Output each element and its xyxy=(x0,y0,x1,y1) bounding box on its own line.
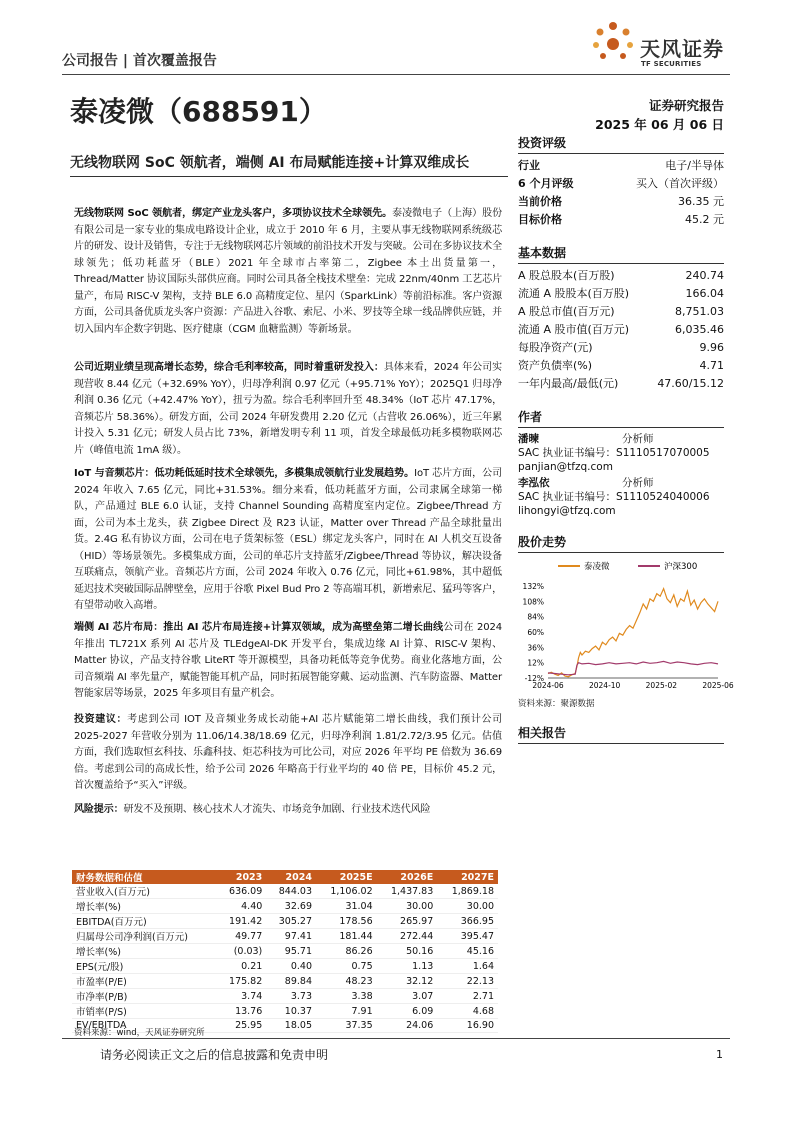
paragraph-text: 考虑到公司 IOT 及音频业务成长动能+AI 芯片赋能第二增长曲线，我们预计公司 2025-2027 年营收分别为 11.06/14.38/18.69 亿元，归母净利润 1.81/2.72/3.95 亿元。估值方面，我们选取恒玄科技、乐鑫科技、炬芯科技为可比公司，对应 2026 年平均 PE 倍数为 36.69 倍。考虑到公司的高成长性，给予公司 2026 年略高于行业平均的 40 倍 PE，目标价 45.2 元，首次覆盖给予“买入”评级。 xyxy=(74,714,502,791)
paragraph-iot-audio xyxy=(74,466,502,615)
table-row-label: 增长率(%) xyxy=(72,899,217,914)
table-cell: 30.00 xyxy=(377,899,438,914)
basic-data-row xyxy=(518,357,724,375)
table-cell: 178.56 xyxy=(316,914,377,929)
author-email[interactable]: panjian@tfzq.com xyxy=(518,461,613,473)
table-cell: 366.95 xyxy=(437,914,498,929)
table-cell: 95.71 xyxy=(266,944,316,959)
basic-data-label: 每股净资产(元) xyxy=(518,341,593,354)
table-cell: 49.77 xyxy=(217,929,267,944)
table-row-label: EPS(元/股) xyxy=(72,959,217,974)
table-cell: 31.04 xyxy=(316,899,377,914)
table-cell: (0.03) xyxy=(217,944,267,959)
basic-data-value: 240.74 xyxy=(685,269,724,282)
table-cell: 18.05 xyxy=(266,1019,316,1033)
table-cell: 13.76 xyxy=(217,1004,267,1019)
author-block xyxy=(518,432,724,474)
table-cell: 3.73 xyxy=(266,989,316,1004)
author-name-row xyxy=(518,432,724,446)
basic-data-value: 8,751.03 xyxy=(675,305,724,318)
report-headline: 无线物联网 SoC 领航者，端侧 AI 布局赋能连接+计算双维成长 xyxy=(70,155,470,171)
basic-data-row xyxy=(518,303,724,321)
author-role: 分析师 xyxy=(622,477,654,489)
basic-data-label: 一年内最高/最低(元) xyxy=(518,377,619,390)
basic-data-row xyxy=(518,267,724,285)
y-tick-label: 12% xyxy=(527,658,544,668)
logo-petal xyxy=(600,53,606,59)
related-title: 相关报告 xyxy=(518,724,724,744)
table-row-label: 市盈率(P/E) xyxy=(72,974,217,989)
report-date: 2025 年 06 月 06 日 xyxy=(595,117,724,132)
table-cell: 32.69 xyxy=(266,899,316,914)
table-cell: 181.44 xyxy=(316,929,377,944)
paragraph-company-intro xyxy=(74,206,502,338)
paragraph-lead: 投资建议： xyxy=(74,714,128,725)
table-row xyxy=(72,974,498,989)
table-cell: 3.07 xyxy=(377,989,438,1004)
table-cell: 265.97 xyxy=(377,914,438,929)
logo-petal xyxy=(609,22,617,30)
table-cell: 22.13 xyxy=(437,974,498,989)
trend-source: 资料来源：聚源数据 xyxy=(518,699,595,709)
table-cell: 395.47 xyxy=(437,929,498,944)
header-rule xyxy=(62,74,730,75)
authors-title: 作者 xyxy=(518,408,724,428)
table-header: 2025E xyxy=(316,870,377,884)
author-cert: SAC 执业证书编号：S1110524040006 xyxy=(518,491,710,503)
brand-logo-icon xyxy=(590,20,636,66)
basic-data-label: A 股总股本(百万股) xyxy=(518,269,615,282)
y-tick-label: 84% xyxy=(527,612,544,622)
basic-data-label: A 股总市值(百万元) xyxy=(518,305,615,318)
table-cell: 0.75 xyxy=(316,959,377,974)
table-cell: 844.03 xyxy=(266,884,316,899)
table-cell: 32.12 xyxy=(377,974,438,989)
table-cell: 97.41 xyxy=(266,929,316,944)
paragraph-text: 研发不及预期、核心技术人才流失、市场竞争加剧、行业技术迭代风险 xyxy=(123,804,431,815)
basic-data-title: 基本数据 xyxy=(518,244,724,264)
table-row xyxy=(72,959,498,974)
table-cell: 0.40 xyxy=(266,959,316,974)
table-cell: 24.06 xyxy=(377,1019,438,1033)
basic-data-value: 6,035.46 xyxy=(675,323,724,336)
paragraph-text: 泰凌微电子（上海）股份有限公司是一家专业的集成电路设计企业，成立于 2010 年 6 月，主要从事无线物联网系统级芯片的研发、设计及销售，专注于无线物联网芯片领域的前沿技术开发与突破。公司在多协议技术全球领先；低功耗蓝牙（BLE）2021 年全球市占率第二，Zigbee 本土出货量第一，Thread/Matter 协议国际头部供应商。同时公司具备全栈技术壁垒：完成 22nm/40nm 工艺芯片量产，布局 RISC-V 架构，支持 BLE 6.0 高精度定位、星闪（SparkLink）等前沿标准。客户资源方面，公司具备优质龙头客户资源：产品进入谷歌、索尼、小米、罗技等全球一线品牌供应链，并切入国内车企数字钥匙、医疗健康（CGM 血糖监测）等新场景。 xyxy=(74,208,502,335)
table-cell: 25.95 xyxy=(217,1019,267,1033)
y-tick-label: 108% xyxy=(522,597,544,607)
page-number: 1 xyxy=(716,1048,723,1061)
rating-row xyxy=(518,211,724,229)
rating-label: 当前价格 xyxy=(518,195,562,208)
basic-data-label: 流通 A 股股本(百万股) xyxy=(518,287,630,300)
brand-name: 天风证券 xyxy=(640,37,724,61)
legend-label: 泰凌微 xyxy=(584,562,610,572)
table-cell: 1,437.83 xyxy=(377,884,438,899)
basic-data-value: 4.71 xyxy=(699,359,724,372)
table-cell: 45.16 xyxy=(437,944,498,959)
legend-label: 沪深300 xyxy=(664,562,698,572)
rating-value: 45.2 元 xyxy=(685,213,724,226)
author-name: 潘暕 xyxy=(518,433,539,445)
table-cell: 3.38 xyxy=(316,989,377,1004)
table-row xyxy=(72,1004,498,1019)
basic-data-row xyxy=(518,375,724,393)
table-header: 财务数据和估值 xyxy=(72,870,217,884)
rating-value: 36.35 元 xyxy=(678,195,724,208)
paragraph-edge-ai xyxy=(74,620,502,703)
table-source: 资料来源：wind，天风证券研究所 xyxy=(74,1028,205,1038)
paragraph-performance xyxy=(74,360,502,459)
table-cell: 16.90 xyxy=(437,1019,498,1033)
table-cell: 30.00 xyxy=(437,899,498,914)
author-name-row xyxy=(518,476,724,490)
author-role: 分析师 xyxy=(622,433,654,445)
y-tick-label: 132% xyxy=(522,582,544,591)
y-tick-label: 36% xyxy=(527,643,544,653)
brand-name-en: TF SECURITIES xyxy=(641,60,702,68)
basic-data-label: 资产负债率(%) xyxy=(518,359,593,372)
rating-section xyxy=(518,134,724,229)
table-row-label: 市销率(P/S) xyxy=(72,1004,217,1019)
basic-data-value: 166.04 xyxy=(685,287,724,300)
paragraph-lead: IoT 与音频芯片：低功耗低延时技术全球领先，多模集成领航行业发展趋势。 xyxy=(74,468,415,479)
table-cell: 191.42 xyxy=(217,914,267,929)
table-row xyxy=(72,914,498,929)
paragraph-text: 具体来看，2024 年公司实现营收 8.44 亿元（+32.69% YoY），归母净利润 0.97 亿元（+95.71% YoY）；2025Q1 归母净利润 0.36 亿元（+42.47% YoY），扭亏为盈。综合毛利率回升至 48.34%（IoT 芯片 47.17%，音频芯片 58.36%）。研发方面，公司 2024 年研发费用 2.20 亿元（占营收 26.06%），近三年累计投入 5.31 亿元；研发人员占比 73%，新增发明专利 11 项，首发全球最低功耗多模物联网芯片（峰值电流 1mA 级）。 xyxy=(74,362,503,456)
paragraph-risk xyxy=(74,802,502,819)
rating-row xyxy=(518,193,724,211)
table-cell: 7.91 xyxy=(316,1004,377,1019)
x-tick-label: 2024-10 xyxy=(588,681,621,690)
price-trend-chart xyxy=(518,556,734,692)
paragraph-text: 公司在 2024 年推出 TL721X 系列 AI 芯片及 TLEdgeAI-DK 开发平台，集成边缘 AI 计算、RISC-V 架构、Matter 协议，产品支持谷歌 LiteRT 等开源模型，具备功耗低等竞争优势。商业化落地方面，公司音频端 AI 率先量产，赋能智能耳机产品，同时拓展智能穿戴、运动监测、汽车防盗器、Matter 智能家居等场景，2025 年多项目有量产机会。 xyxy=(74,622,503,699)
logo-core xyxy=(607,38,619,50)
author-name: 李泓依 xyxy=(518,477,550,489)
financial-table xyxy=(72,870,498,1033)
table-cell: 4.68 xyxy=(437,1004,498,1019)
table-cell: 175.82 xyxy=(217,974,267,989)
table-row-label: 归属母公司净利润(百万元) xyxy=(72,929,217,944)
rating-row xyxy=(518,157,724,175)
rating-label: 行业 xyxy=(518,159,540,172)
table-cell: 37.35 xyxy=(316,1019,377,1033)
author-cert: SAC 执业证书编号：S1110517070005 xyxy=(518,447,710,459)
paragraph-lead: 无线物联网 SoC 领航者，绑定产业龙头客户，多项协议技术全球领先。 xyxy=(74,208,393,219)
basic-data-value: 47.60/15.12 xyxy=(657,377,724,390)
paragraph-text: IoT 芯片方面，公司 2024 年收入 7.65 亿元，同比+31.53%。细分来看，低功耗蓝牙方面，公司隶属全球第一梯队，产品通过 BLE 6.0 认证，支持 Channel Sounding 高精度室内定位。Zigbee/Thread 方面，公司为本土龙头，获 Zigbee Direct 及 R23 认证，Matter over Thread 产品全球批量出货。2.4G 私有协议方面，公司在电子货架标签（ESL）绑定龙头客户，同时在 AI 人机交互设备（HID）等场景领先。多模集成方面，公司的单芯片支持蓝牙/Zigbee/Thread 等协议，解决设备互联痛点，领航产业。音频芯片方面，公司 2024 年收入 0.76 亿元，同比+61.98%，其中超低延迟技术突破国际品牌壁垒，应用于谷歌 Pixel Bud Pro 2 等高端耳机，新增索尼、猛玛等客户，有望带动收入高增。 xyxy=(74,468,502,611)
company-title: 泰凌微（688591） xyxy=(70,95,327,128)
rating-label: 目标价格 xyxy=(518,213,562,226)
table-cell: 1.64 xyxy=(437,959,498,974)
trend-title: 股价走势 xyxy=(518,533,724,553)
paragraph-investment-advice xyxy=(74,712,502,795)
report-kind: 证券研究报告 xyxy=(648,98,724,113)
table-cell: 3.74 xyxy=(217,989,267,1004)
table-cell: 1,106.02 xyxy=(316,884,377,899)
table-cell: 2.71 xyxy=(437,989,498,1004)
table-row-label: 营业收入(百万元) xyxy=(72,884,217,899)
basic-data-row xyxy=(518,285,724,303)
authors-section xyxy=(518,408,724,518)
paragraph-lead: 公司近期业绩呈现高增长态势，综合毛利率较高，同时着重研发投入： xyxy=(74,362,384,373)
table-cell: 305.27 xyxy=(266,914,316,929)
table-cell: 4.40 xyxy=(217,899,267,914)
table-row xyxy=(72,944,498,959)
basic-data-row xyxy=(518,321,724,339)
table-row xyxy=(72,884,498,899)
table-header: 2024 xyxy=(266,870,316,884)
footer-rule xyxy=(62,1038,730,1039)
y-tick-label: 60% xyxy=(527,628,544,637)
table-cell: 272.44 xyxy=(377,929,438,944)
table-row xyxy=(72,899,498,914)
rating-label: 6 个月评级 xyxy=(518,177,574,190)
series-line xyxy=(548,661,718,674)
related-section xyxy=(518,724,724,744)
logo-petal xyxy=(623,29,630,36)
headline-rule xyxy=(70,176,508,177)
table-row-label: EBITDA(百万元) xyxy=(72,914,217,929)
table-row-label: 增长率(%) xyxy=(72,944,217,959)
table-header: 2027E xyxy=(437,870,498,884)
report-type-label: 公司报告 | 首次覆盖报告 xyxy=(62,53,217,69)
table-cell: 48.23 xyxy=(316,974,377,989)
table-cell: 1,869.18 xyxy=(437,884,498,899)
basic-data-label: 流通 A 股市值(百万元) xyxy=(518,323,630,336)
logo-petal xyxy=(627,42,633,48)
table-cell: 50.16 xyxy=(377,944,438,959)
table-header-row xyxy=(72,870,498,884)
x-tick-label: 2024-06 xyxy=(532,681,564,690)
basic-data-section xyxy=(518,244,724,393)
rating-value: 买入（首次评级） xyxy=(636,177,724,190)
table-cell: 0.21 xyxy=(217,959,267,974)
y-tick-label: -12% xyxy=(524,674,544,683)
table-cell: 10.37 xyxy=(266,1004,316,1019)
table-row-label: 市净率(P/B) xyxy=(72,989,217,1004)
logo-petal xyxy=(593,42,599,48)
rating-row xyxy=(518,175,724,193)
author-email[interactable]: lihongyi@tfzq.com xyxy=(518,505,616,517)
x-tick-label: 2025-06 xyxy=(702,681,734,690)
logo-petal xyxy=(597,29,604,36)
table-cell: 1.13 xyxy=(377,959,438,974)
table-header: 2026E xyxy=(377,870,438,884)
table-row-label: EV/EBITDA xyxy=(72,1019,217,1033)
table-row xyxy=(72,929,498,944)
table-header: 2023 xyxy=(217,870,267,884)
rating-value: 电子/半导体 xyxy=(665,159,724,172)
basic-data-row xyxy=(518,339,724,357)
footer-disclaimer: 请务必阅读正文之后的信息披露和免责申明 xyxy=(100,1048,329,1062)
table-cell: 636.09 xyxy=(217,884,267,899)
author-block xyxy=(518,476,724,518)
rating-title: 投资评级 xyxy=(518,134,724,154)
table-cell: 6.09 xyxy=(377,1004,438,1019)
table-row xyxy=(72,989,498,1004)
paragraph-lead: 风险提示： xyxy=(74,804,124,815)
trend-section xyxy=(518,533,724,553)
basic-data-value: 9.96 xyxy=(699,341,724,354)
paragraph-lead: 端侧 AI 芯片布局：推出 AI 芯片布局连接+计算双领域，成为高壁垒第二增长曲线 xyxy=(74,622,444,633)
table-cell: 86.26 xyxy=(316,944,377,959)
x-tick-label: 2025-02 xyxy=(645,681,678,690)
logo-petal xyxy=(620,53,626,59)
table-cell: 89.84 xyxy=(266,974,316,989)
